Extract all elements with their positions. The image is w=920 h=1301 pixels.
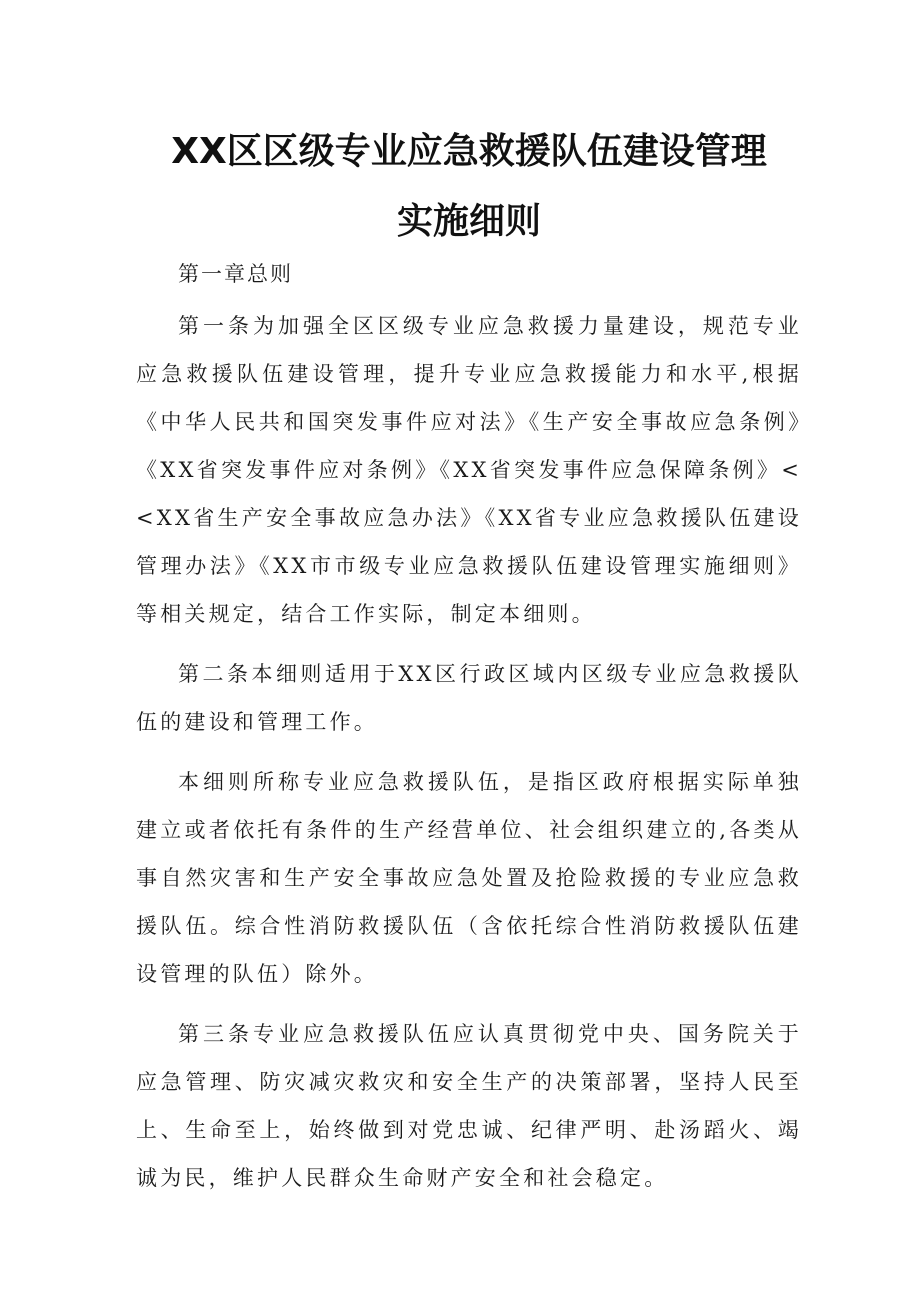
paragraph-article-3: 第三条专业应急救援队伍应认真贯彻党中央、国务院关于应急管理、防灾减灾救灾和安全生产的决策部署，坚持人民至上、生命至上，始终做到对党忠诚、纪律严明、赴汤蹈火、竭诚为民，维护人民群众生命财产安全和社会稳定。 [136,1022,802,1190]
paragraph-article-2: 第二条本细则适用于XX区行政区域内区级专业应急救援队伍的建设和管理工作。 [136,662,802,734]
paragraph-definition: 本细则所称专业应急救援队伍，是指区政府根据实际单独建立或者依托有条件的生产经营单位、社会组织建立的,各类从事自然灾害和生产安全事故应急处置及抢险救援的专业应急救援队伍。综合性消防救援队伍（含依托综合性消防救援队伍建设管理的队伍）除外。 [136,770,802,986]
document-title-line-2: 实施细则 [396,201,541,242]
chapter-heading: 第一章总则 [178,262,293,286]
paragraph-article-1: 第一条为加强全区区级专业应急救援力量建设，规范专业应急救援队伍建设管理，提升专业应急救援能力和水平,根据《中华人民共和国突发事件应对法》《生产安全事故应急条例》《XX省突发事件应对条例》《XX省突发事件应急保障条例》<<XX省生产安全事故应急办法》《XX省专业应急救援队伍建设管理办法》《XX市市级专业应急救援队伍建设管理实施细则》等相关规定，结合工作实际，制定本细则。 [136,314,802,626]
document-title-line-1: XX区区级专业应急救援队伍建设管理 [171,131,767,172]
